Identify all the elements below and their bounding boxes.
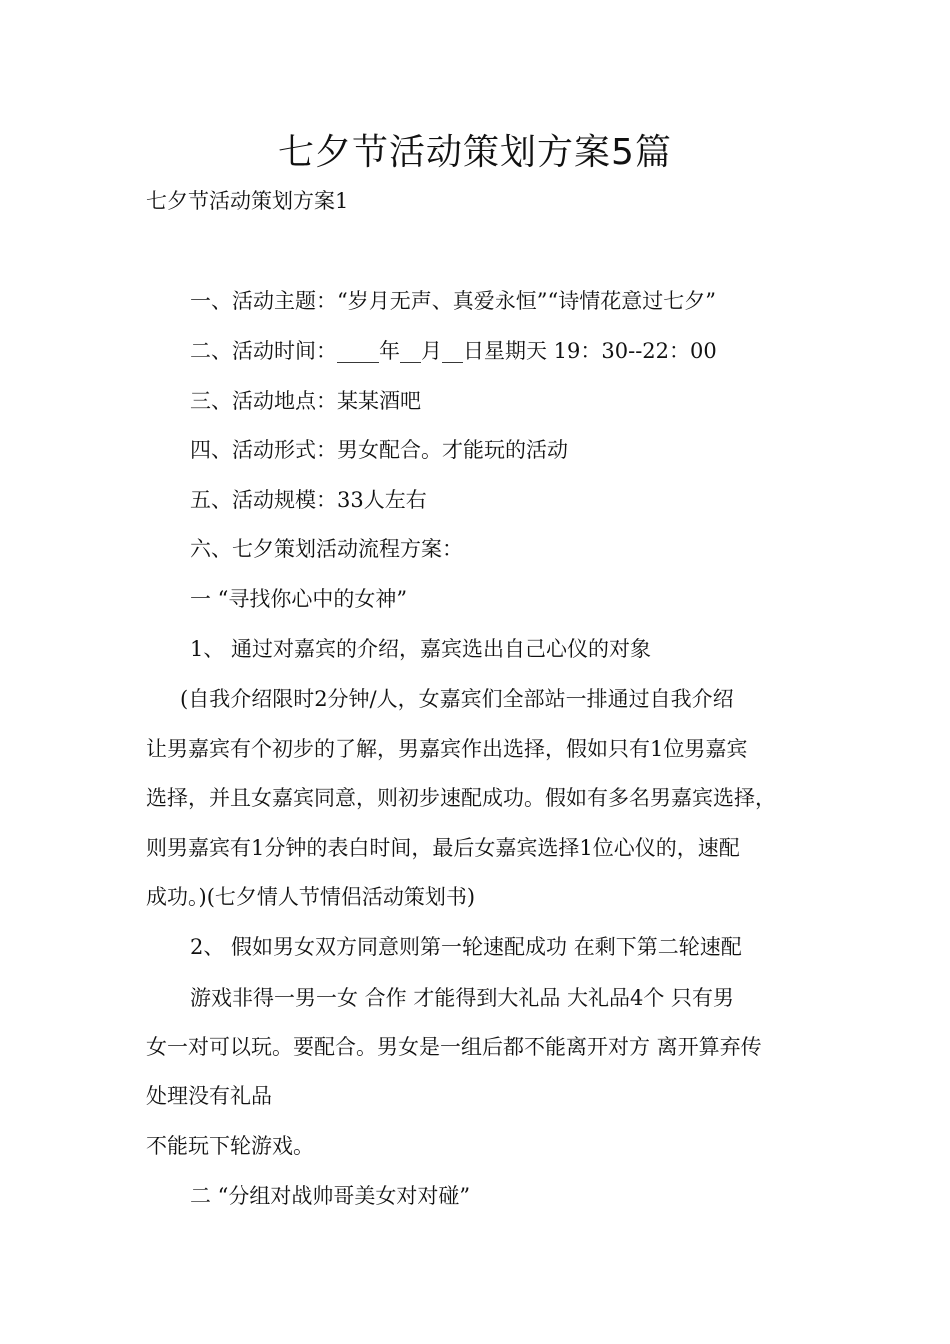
paragraph-line: 女一对可以玩。要配合。男女是一组后都不能离开对方 离开算弃传 [146, 1035, 762, 1059]
paragraph-line: 四、活动形式：男女配合。才能玩的活动 [190, 438, 568, 462]
paragraph-line: 不能玩下轮游戏。 [146, 1134, 314, 1158]
paragraph-line: 则男嘉宾有1分钟的表白时间，最后女嘉宾选择1位心仪的，速配 [146, 836, 740, 860]
paragraph-line: 二、活动时间：____年__月__日星期天 19：30--22：00 [190, 339, 717, 363]
paragraph-line: 成功。)(七夕情人节情侣活动策划书) [146, 885, 476, 909]
paragraph-line: 2、 假如男女双方同意则第一轮速配成功 在剩下第二轮速配 [190, 935, 742, 959]
paragraph-line: (自我介绍限时2分钟/人，女嘉宾们全部站一排通过自我介绍 [180, 687, 734, 711]
paragraph-line: 选择，并且女嘉宾同意，则初步速配成功。假如有多名男嘉宾选择， [146, 786, 776, 810]
paragraph-line: 五、活动规模：33人左右 [190, 488, 427, 512]
paragraph-line: 一、活动主题：“岁月无声、真爱永恒”“诗情花意过七夕” [190, 289, 716, 313]
paragraph-line: 1、 通过对嘉宾的介绍，嘉宾选出自己心仪的对象 [190, 637, 652, 661]
paragraph-line: 三、活动地点：某某酒吧 [190, 389, 421, 413]
paragraph-line: 处理没有礼品 [146, 1084, 272, 1108]
paragraph-line: 让男嘉宾有个初步的了解，男嘉宾作出选择，假如只有1位男嘉宾 [146, 737, 748, 761]
document-title: 七夕节活动策划方案5篇 [278, 132, 672, 173]
section-heading: 七夕节活动策划方案1 [146, 189, 349, 213]
paragraph-line: 游戏非得一男一女 合作 才能得到大礼品 大礼品4个 只有男 [190, 986, 735, 1010]
paragraph-line: 一 “寻找你心中的女神” [190, 587, 408, 611]
paragraph-line: 六、七夕策划活动流程方案： [190, 537, 463, 561]
paragraph-line: 二 “分组对战帅哥美女对对碰” [190, 1184, 471, 1208]
